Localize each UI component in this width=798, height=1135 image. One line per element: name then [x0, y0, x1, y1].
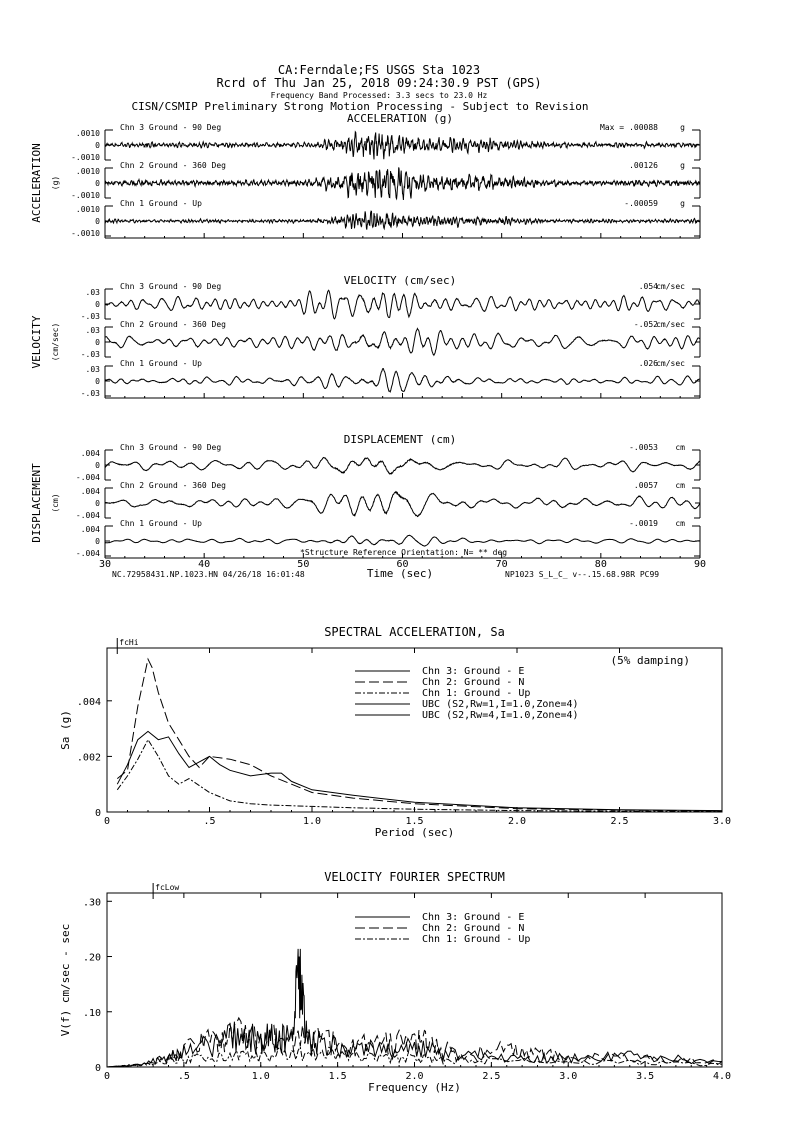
legend-label: Chn 3: Ground - E [422, 666, 525, 677]
max-value: .00126 [629, 161, 658, 170]
x-tick-label: 3.5 [636, 1071, 655, 1082]
y-tick-top: .0010 [75, 205, 100, 214]
x-tick-label: 2.5 [610, 816, 629, 827]
x-tick-label: 1.5 [405, 816, 424, 827]
y-tick-bottom: -.03 [80, 312, 100, 321]
y-axis-label: Sa (g) [59, 710, 72, 750]
y-tick-label: 0 [94, 808, 101, 819]
seismogram-trace [105, 167, 700, 200]
max-unit: g [680, 161, 685, 170]
y-tick-label: .30 [82, 897, 101, 909]
y-axis-unit: (cm/sec) [51, 322, 60, 362]
y-tick-top: .0010 [75, 129, 100, 138]
spectrum-title: VELOCITY FOURIER SPECTRUM [324, 870, 505, 884]
x-tick-label: .5 [203, 816, 216, 827]
y-tick-bottom: -.03 [80, 350, 100, 359]
seismogram-trace [105, 211, 700, 230]
x-tick-label: 1.0 [251, 1071, 270, 1082]
sa-frame [107, 648, 722, 812]
y-tick-zero: 0 [95, 338, 100, 347]
max-value: .00088 [629, 123, 658, 132]
legend-label: Chn 1: Ground - Up [422, 688, 531, 699]
x-tick-label: 80 [594, 559, 607, 570]
channel-label: Chn 2 Ground - 360 Deg [120, 481, 226, 490]
y-tick-label: .10 [82, 1007, 101, 1019]
header-line-2: Rcrd of Thu Jan 25, 2018 09:24:30.9 PST (GPS) [216, 76, 542, 90]
seismogram-trace [105, 329, 700, 356]
panel-title: DISPLACEMENT (cm) [343, 433, 457, 446]
channel-label: Chn 1 Ground - Up [120, 519, 202, 528]
max-unit: cm [675, 443, 685, 452]
y-axis-label: V(f) cm/sec - sec [59, 923, 72, 1037]
x-axis-label: Period (sec) [374, 826, 455, 839]
header-line-4: CISN/CSMIP Preliminary Strong Motion Processing - Subject to Revision [131, 100, 589, 113]
x-tick-label: 4.0 [712, 1071, 732, 1082]
y-axis-label: ACCELERATION [30, 143, 43, 223]
x-tick-label: 50 [297, 559, 310, 570]
damping-annotation: (5% damping) [610, 654, 690, 667]
y-tick-top: .03 [85, 288, 100, 297]
y-tick-zero: 0 [95, 300, 100, 309]
y-tick-label: 0 [94, 1063, 101, 1074]
x-axis-label: Time (sec) [366, 567, 434, 580]
max-value: -.052 [633, 320, 658, 329]
channel-label: Chn 3 Ground - 90 Deg [120, 443, 222, 452]
fourier-frame [107, 893, 722, 1067]
panel-title: ACCELERATION (g) [347, 112, 453, 125]
x-tick-label: 1.0 [302, 816, 322, 827]
y-tick-label: .002 [76, 752, 101, 764]
y-tick-top: .0010 [75, 167, 100, 176]
y-tick-top: .03 [85, 365, 100, 374]
y-tick-zero: 0 [95, 377, 100, 386]
y-tick-top: .03 [85, 326, 100, 335]
x-tick-label: 40 [198, 559, 211, 570]
y-tick-bottom: -.004 [75, 511, 100, 520]
max-unit: cm/sec [656, 282, 685, 291]
x-tick-label: 0 [103, 1071, 111, 1082]
max-label: Max = [600, 123, 625, 132]
y-tick-bottom: -.03 [80, 389, 100, 398]
x-tick-label: 0 [103, 816, 111, 827]
y-tick-zero: 0 [95, 217, 100, 226]
x-tick-label: 90 [693, 559, 707, 570]
seismogram-trace [105, 369, 700, 392]
y-tick-top: .004 [80, 525, 100, 534]
y-tick-bottom: -.0010 [71, 153, 100, 162]
y-tick-bottom: -.004 [75, 549, 100, 558]
seismogram-trace [105, 535, 700, 546]
max-unit: cm [675, 519, 685, 528]
series-line-solid [117, 731, 722, 810]
x-tick-label: 1.5 [328, 1071, 347, 1082]
seismogram-trace [105, 492, 700, 517]
y-axis-unit: (g) [51, 175, 60, 191]
seismogram-trace [105, 458, 700, 475]
x-tick-label: .5 [177, 1071, 190, 1082]
legend-label: Chn 2: Ground - N [422, 677, 525, 688]
channel-label: Chn 3 Ground - 90 Deg [120, 282, 222, 291]
max-value: -.0053 [629, 443, 658, 452]
series-line-dashed [117, 659, 722, 811]
max-unit: g [680, 123, 685, 132]
x-tick-label: 2.5 [482, 1071, 501, 1082]
max-value: .054 [638, 282, 658, 291]
y-axis-label: VELOCITY [30, 315, 43, 369]
seismogram-trace [105, 132, 700, 160]
channel-label: Chn 2 Ground - 360 Deg [120, 161, 226, 170]
y-tick-top: .004 [80, 449, 100, 458]
x-tick-label: 30 [98, 559, 112, 570]
channel-label: Chn 1 Ground - Up [120, 359, 202, 368]
y-tick-zero: 0 [95, 179, 100, 188]
max-unit: cm [675, 481, 685, 490]
channel-label: Chn 3 Ground - 90 Deg [120, 123, 222, 132]
footer-left: NC.72958431.NP.1023.HN 04/26/18 16:01:48 [112, 570, 305, 579]
orientation-note: *Structure Reference Orientation: N= ** deg [300, 548, 508, 557]
max-value: -.00059 [624, 199, 658, 208]
series-line-dashdot [117, 740, 722, 812]
x-tick-label: 2.0 [405, 1071, 424, 1082]
max-unit: cm/sec [656, 320, 685, 329]
footer-right: NP1023 S_L_C_ v--.15.68.98R PC99 [505, 570, 660, 579]
y-tick-zero: 0 [95, 537, 100, 546]
max-unit: cm/sec [656, 359, 685, 368]
legend-label: UBC (S2,Rw=4,I=1.0,Zone=4) [422, 710, 579, 721]
max-unit: g [680, 199, 685, 208]
x-tick-label: 70 [495, 559, 508, 570]
legend-label: Chn 2: Ground - N [422, 923, 525, 934]
header-line-1: CA:Ferndale;FS USGS Sta 1023 [277, 63, 481, 77]
fc-marker-label: fcLow [155, 883, 180, 892]
x-tick-label: 3.0 [712, 816, 732, 827]
channel-label: Chn 1 Ground - Up [120, 199, 202, 208]
y-tick-zero: 0 [95, 141, 100, 150]
y-tick-label: .20 [82, 952, 101, 964]
y-axis-unit: (cm) [51, 493, 60, 513]
x-tick-label: 2.0 [507, 816, 527, 827]
y-tick-zero: 0 [95, 461, 100, 470]
y-tick-zero: 0 [95, 499, 100, 508]
x-tick-label: 60 [396, 559, 409, 570]
panel-title: VELOCITY (cm/sec) [343, 274, 457, 287]
x-axis-label: Frequency (Hz) [368, 1081, 461, 1094]
legend-label: UBC (S2,Rw=1,I=1.0,Zone=4) [422, 699, 579, 710]
fc-marker-label: fcHi [119, 638, 139, 647]
y-tick-bottom: -.004 [75, 473, 100, 482]
y-tick-label: .004 [76, 696, 101, 708]
spectrum-title: SPECTRAL ACCELERATION, Sa [324, 625, 505, 639]
max-value: .0057 [633, 481, 658, 490]
y-tick-bottom: -.0010 [71, 191, 100, 200]
max-value: .026 [638, 359, 658, 368]
x-tick-label: 3.0 [559, 1071, 578, 1082]
seismogram-trace [105, 290, 700, 319]
channel-label: Chn 2 Ground - 360 Deg [120, 320, 226, 329]
y-tick-top: .004 [80, 487, 100, 496]
max-value: -.0019 [629, 519, 658, 528]
legend-label: Chn 1: Ground - Up [422, 934, 531, 945]
y-tick-bottom: -.0010 [71, 229, 100, 238]
legend-label: Chn 3: Ground - E [422, 912, 525, 923]
y-axis-label: DISPLACEMENT [30, 463, 43, 543]
header-line-3: Frequency Band Processed: 3.3 secs to 23.0 Hz [270, 91, 488, 100]
